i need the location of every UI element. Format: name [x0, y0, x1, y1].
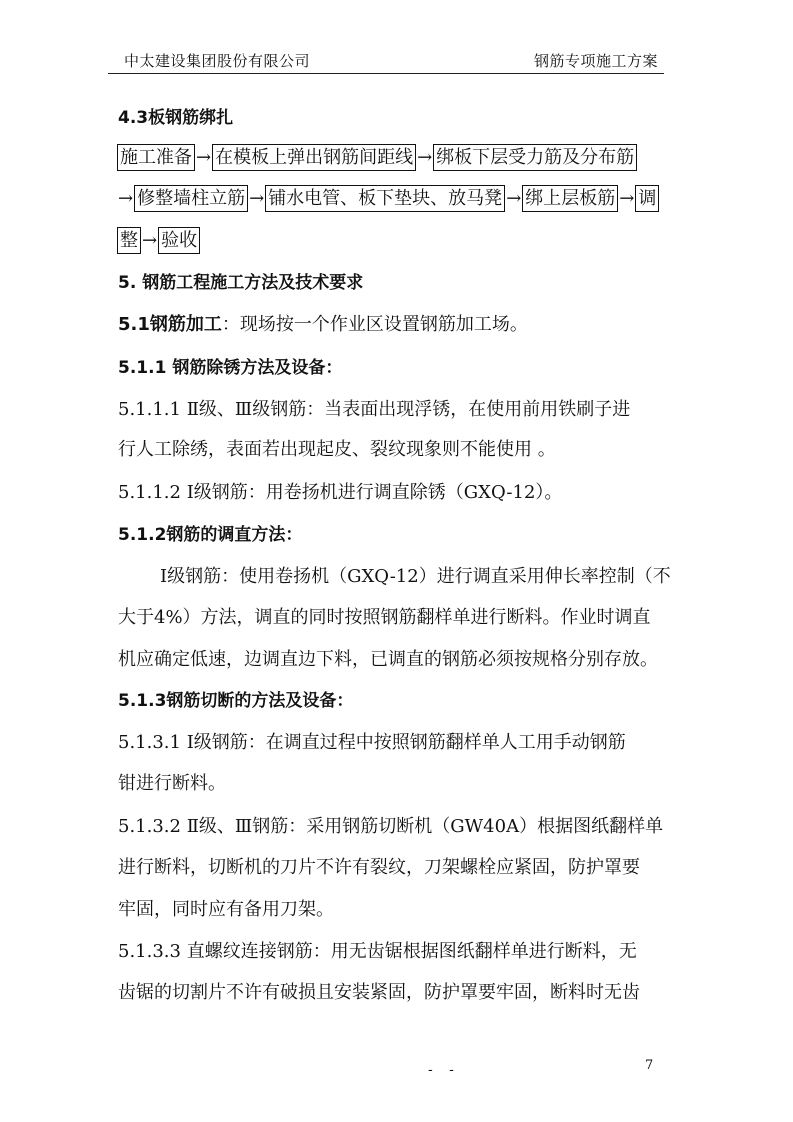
flow-arrow: →: [417, 147, 433, 168]
flow-arrow: →: [619, 188, 635, 209]
header-company: 中太建设集团股份有限公司: [124, 52, 311, 70]
flow-step-adjust-b: 整: [117, 227, 141, 254]
para-5-1-3-2-line3: 牢固，同时应有备用刀架。: [118, 899, 334, 920]
para-5-1-2-line3: 机应确定低速，边调直边下料，已调直的钢筋必须按规格分别存放。: [118, 649, 658, 670]
header-doc-title: 钢筋专项施工方案: [533, 52, 658, 70]
flow-line-3: [117, 229, 200, 253]
flow-arrow: →: [142, 230, 158, 251]
flow-arrow: →: [249, 188, 265, 209]
flow-arrow: →: [196, 147, 212, 168]
para-5-1-3-3-line1: 5.1.3.3 直螺纹连接钢筋：用无齿锯根据图纸翻样单进行断料，无: [118, 941, 637, 962]
section-4-3-title: 4.3板钢筋绑扎: [118, 108, 234, 128]
flow-step-prepare: 施工准备: [117, 144, 195, 171]
footer-dots: - -: [428, 1062, 460, 1078]
para-5-1-3-2-line2: 进行断料，切断机的刀片不许有裂纹，刀架螺栓应紧固，防护罩要: [118, 857, 640, 878]
page-header: [108, 46, 664, 72]
section-5-1: [118, 313, 528, 337]
header-rule: [108, 73, 664, 74]
section-5-1-text: ：现场按一个作业区设置钢筋加工场。: [221, 314, 528, 335]
flow-step-adjust-a: 调: [635, 185, 659, 212]
para-5-1-3-3-line2: 齿锯的切割片不许有破损且安装紧固，防护罩要牢固，断料时无齿: [118, 982, 640, 1003]
section-5-1-1-title: 5.1.1 钢筋除锈方法及设备：: [118, 358, 343, 378]
section-5-1-label: 5.1钢筋加工: [118, 314, 222, 335]
flow-step-bottom-bars: 绑板下层受力筋及分布筋: [433, 144, 637, 171]
page-number: 7: [645, 1058, 654, 1073]
section-5-1-3-title: 5.1.3钢筋切断的方法及设备：: [118, 691, 354, 711]
para-5-1-1-2: 5.1.1.2 Ⅰ级钢筋：用卷扬机进行调直除锈（GXQ-12）。: [118, 482, 563, 503]
flow-step-acceptance: 验收: [158, 227, 200, 254]
para-5-1-3-2-line1: 5.1.3.2 Ⅱ级、Ⅲ钢筋：采用钢筋切断机（GW40A）根据图纸翻样单: [118, 816, 664, 837]
flow-step-mark-lines: 在模板上弹出钢筋间距线: [212, 144, 416, 171]
para-5-1-2-line1: Ⅰ级钢筋：使用卷扬机（GXQ-12）进行调直采用伸长率控制（不: [160, 566, 671, 587]
section-5-title: 5. 钢筋工程施工方法及技术要求: [118, 273, 364, 293]
para-5-1-1-1-line1: 5.1.1.1 Ⅱ级、Ⅲ级钢筋：当表面出现浮锈，在使用前用铁刷子进: [118, 399, 631, 420]
flow-step-top-bars: 绑上层板筋: [522, 185, 618, 212]
para-5-1-2-line2: 大于4%）方法，调直的同时按照钢筋翻样单进行断料。作业时调直: [118, 607, 651, 628]
flow-step-pipes-spacers: 铺水电管、板下垫块、放马凳: [265, 185, 505, 212]
section-5-1-2-title: 5.1.2钢筋的调直方法：: [118, 525, 303, 545]
flow-step-trim-columns: 修整墙柱立筋: [134, 185, 248, 212]
flow-arrow: →: [118, 188, 134, 209]
para-5-1-3-1-line1: 5.1.3.1 Ⅰ级钢筋：在调直过程中按照钢筋翻样单人工用手动钢筋: [118, 732, 626, 753]
para-5-1-1-1-line2: 行人工除绣，表面若出现起皮、裂纹现象则不能使用 。: [118, 439, 556, 460]
flow-line-2: [117, 187, 659, 211]
flow-line-1: [117, 146, 637, 170]
flow-arrow: →: [506, 188, 522, 209]
para-5-1-3-1-line2: 钳进行断料。: [118, 773, 226, 794]
